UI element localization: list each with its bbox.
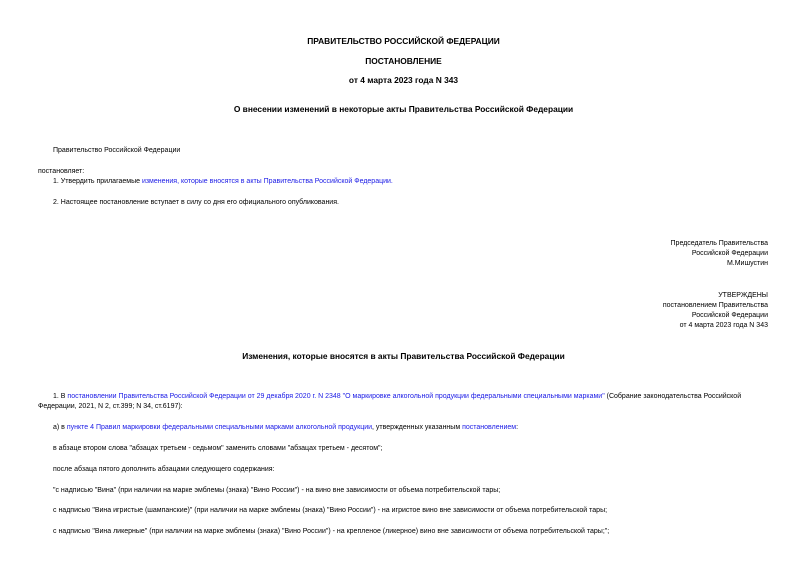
document-title: О внесении изменений в некоторые акты Правительства Российской Федерации	[233, 104, 574, 114]
approved-by: постановлением Правительства	[662, 302, 768, 309]
item-1-text: 1. Утвердить прилагаемые	[53, 178, 142, 185]
preamble-text: Правительство Российской Федерации	[53, 147, 181, 154]
changes-title: Изменения, которые вносятся в акты Правительства Российской Федерации	[242, 351, 565, 361]
quote-line-1: "с надписью "Вина" (при наличии на марке эмблемы (знака) "Вино России") - на вино вне зависимости от объема потребительской тары;	[53, 487, 501, 494]
item-2: 2. Настоящее постановление вступает в силу со дня его официального опубликования.	[53, 199, 339, 206]
resolution-2348-link[interactable]: постановлении Правительства Российской Федерации от 29 декабря 2020 г. N 2348 "О маркировке алкогольной продукции федеральными специальными марками"	[67, 393, 605, 400]
item-1	[53, 177, 393, 186]
changes-link[interactable]: изменения, которые вносятся в акты Правительства Российской Федерации.	[141, 178, 393, 185]
signature-position: Председатель Правительства	[670, 240, 768, 247]
subparagraph-a-middle: , утвержденных указанным	[372, 424, 463, 431]
changes-paragraph-1	[53, 392, 741, 401]
subparagraph-a-suffix: :	[516, 424, 519, 431]
document-type-heading: ПОСТАНОВЛЕНИЕ	[365, 56, 442, 66]
government-heading: ПРАВИТЕЛЬСТВО РОССИЙСКОЙ ФЕДЕРАЦИИ	[307, 36, 500, 46]
approved-date: от 4 марта 2023 года N 343	[679, 322, 768, 329]
signature-name: М.Мишустин	[726, 260, 768, 267]
quote-line-2: с надписью "Вина игристые (шампанские)" (при наличии на марке эмблемы (знака) "Вино России") - на игристое вино вне зависимости от объема потребительской тары;	[53, 507, 608, 514]
resolution-link[interactable]: постановлением	[462, 424, 517, 431]
approved-heading: УТВЕРЖДЕНЫ	[718, 292, 768, 299]
paragraph-after-5: после абзаца пятого дополнить абзацами следующего содержания:	[53, 466, 275, 473]
quote-line-3: с надписью "Вина ликерные" (при наличии на марке эмблемы (знака) "Вино России") - на крепленое (ликерное) вино вне зависимости от объема потребительской тары;";	[53, 528, 610, 535]
paragraph-abz2: в абзаце втором слова "абзацах третьем - седьмом" заменить словами "абзацах третьем - десятом";	[53, 445, 383, 452]
decree-word: постановляет:	[38, 168, 85, 175]
signature-org: Российской Федерации	[691, 250, 768, 257]
paragraph-1-suffix: (Собрание законодательства Российской	[604, 393, 742, 400]
subparagraph-a	[53, 423, 518, 432]
document-date-number: от 4 марта 2023 года N 343	[348, 75, 459, 85]
approved-org: Российской Федерации	[691, 312, 768, 319]
changes-paragraph-1-continued: Федерации, 2021, N 2, ст.399; N 34, ст.6197):	[38, 403, 183, 410]
paragraph-1-prefix: 1. В	[53, 393, 68, 400]
subparagraph-a-prefix: а) в	[53, 424, 67, 431]
rules-point-4-link[interactable]: пункте 4 Правил маркировки федеральными специальными марками алкогольной продукции	[66, 424, 373, 431]
